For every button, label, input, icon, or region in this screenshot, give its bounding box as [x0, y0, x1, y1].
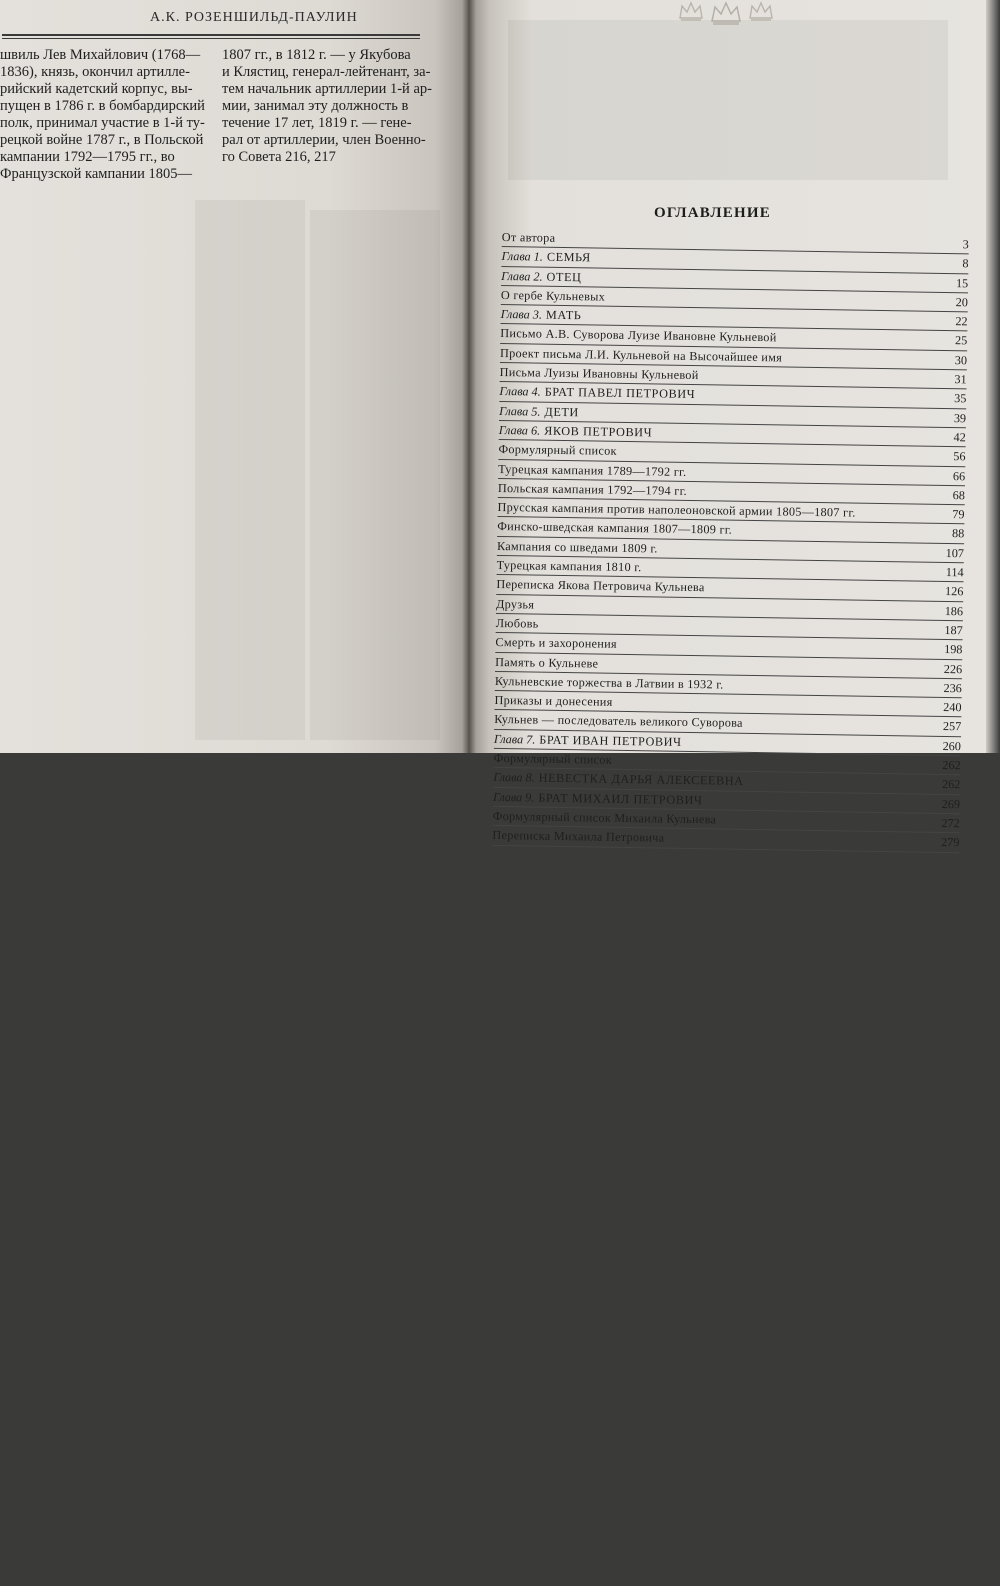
- toc-page-number: 257: [942, 719, 962, 734]
- show-through-texture: [310, 210, 440, 740]
- toc-entry-label: [494, 749, 613, 769]
- crown-icon: [748, 0, 774, 22]
- toc-entry-title: Кульнев — последователь великого Суворова: [494, 712, 743, 731]
- toc-entry-label: [497, 517, 732, 539]
- toc-entry-label: [499, 382, 695, 403]
- toc-entry-title: Приказы и донесения: [494, 693, 613, 709]
- toc-page-number: 260: [942, 738, 962, 753]
- text-line: Французской кампании 1805—: [0, 166, 193, 182]
- toc-page-number: 269: [941, 796, 961, 811]
- toc-page-number: 272: [941, 815, 960, 831]
- toc-entry-label: [502, 228, 556, 247]
- text-line: 1807 гг., в 1812 г. — у Якубова: [222, 47, 411, 63]
- toc-entry-label: [501, 286, 605, 306]
- toc-entry-title: Формулярный список Михаила Кульнева: [492, 808, 717, 827]
- text-line: течение 17 лет, 1819 г. — гене-: [222, 115, 412, 131]
- toc-entry-title: БРАТ ИВАН ПЕТРОВИЧ: [539, 732, 682, 749]
- toc-entry-label: [492, 826, 664, 847]
- toc-page-number: 15: [955, 275, 969, 290]
- chapter-prefix: Глава 5.: [499, 403, 541, 419]
- toc-entry-label: [496, 575, 704, 597]
- toc-entry-title: Кульневские торжества в Латвии в 1932 г.: [494, 673, 724, 692]
- toc-page-number: 42: [953, 430, 966, 445]
- toc-entry-label: [496, 614, 539, 633]
- toc-entry-title: Турецкая кампания 1789—1792 гг.: [498, 461, 687, 479]
- toc-page-number: 236: [943, 680, 962, 696]
- toc-entry-label: [498, 460, 686, 481]
- toc-entry-title: Формулярный список: [498, 442, 617, 459]
- toc-entry-title: Переписка Михаила Петровича: [492, 828, 665, 845]
- toc-entry-title: Финско-шведская кампания 1807—1809 гг.: [497, 519, 733, 538]
- toc-entry-label: [500, 363, 699, 384]
- toc-entry-title: СЕМЬЯ: [546, 250, 591, 265]
- left-page: [0, 0, 468, 753]
- toc-page-number: 114: [945, 565, 964, 580]
- toc-entry-title: Польская кампания 1792—1794 гг.: [497, 480, 688, 498]
- text-column-2: [222, 47, 432, 166]
- toc-page-number: 66: [952, 468, 966, 483]
- page-edge: [986, 0, 1000, 753]
- toc-page-number: 8: [962, 256, 969, 271]
- show-through-texture: [508, 20, 948, 180]
- text-line: и Клястиц, генерал-лейтенант, за-: [222, 64, 431, 80]
- toc-entry-title: Письмо А.В. Суворова Луизе Ивановне Кульневой: [500, 326, 777, 345]
- toc-entry-title: О гербе Кульневых: [500, 287, 606, 304]
- toc-page-number: 107: [945, 545, 965, 561]
- running-head: А.К. РОЗЕНШИЛЬД-ПАУЛИН: [150, 10, 358, 25]
- toc-entry-label: [498, 479, 687, 500]
- toc-page-number: 187: [944, 622, 963, 638]
- toc-page-number: 198: [944, 642, 963, 657]
- crown-ornament: [678, 0, 774, 26]
- book-gutter-shadow: [462, 0, 476, 753]
- toc-title: ОГЛАВЛЕНИЕ: [654, 205, 771, 221]
- toc-entry-title: Письма Луизы Ивановны Кульневой: [499, 365, 699, 383]
- toc-entry-title: Формулярный список: [493, 750, 613, 767]
- text-line: рийский кадетский корпус, вы-: [0, 81, 193, 97]
- toc-entry-title: Проект письма Л.И. Кульневой на Высочайшее имя: [499, 345, 783, 365]
- toc-entry-title: От автора: [501, 229, 556, 245]
- toc-page-number: 68: [952, 487, 965, 503]
- toc-page-number: 88: [951, 526, 965, 541]
- text-line: пущен в 1786 г. в бомбардирский: [0, 98, 205, 114]
- chapter-prefix: Глава 1.: [501, 249, 544, 264]
- toc-entry-label: [495, 672, 724, 694]
- toc-entry-label: [499, 402, 579, 422]
- text-line: рецкой войне 1787 г., в Польской: [0, 132, 204, 148]
- toc-page-number: 226: [943, 661, 963, 676]
- text-line: мии, занимал эту должность в: [222, 98, 409, 114]
- toc-entry-title: ОТЕЦ: [546, 269, 582, 284]
- toc-entry-label: [498, 440, 617, 460]
- toc-page-number: 39: [953, 410, 967, 425]
- toc-entry-title: Друзья: [495, 596, 535, 612]
- toc-page-number: 240: [943, 700, 962, 715]
- toc-entry-label: [494, 691, 612, 711]
- toc-entry-title: Любовь: [495, 615, 539, 631]
- text-column-1: [0, 47, 205, 183]
- toc-entry-title: БРАТ ПАВЕЛ ПЕТРОВИЧ: [544, 385, 696, 402]
- toc-page-number: 262: [941, 777, 961, 792]
- toc-page-number: 56: [953, 449, 966, 464]
- toc-page-number: 126: [944, 584, 964, 599]
- toc-page-number: 31: [954, 372, 967, 387]
- toc-entry-title: БРАТ МИХАИЛ ПЕТРОВИЧ: [538, 790, 703, 807]
- header-rule: [2, 34, 420, 36]
- toc-entry-title: Кампания со шведами 1809 г.: [496, 538, 658, 556]
- toc-entry-title: НЕВЕСТКА ДАРЬЯ АЛЕКСЕЕВНА: [538, 770, 744, 789]
- toc-entry-title: Память о Кульневе: [495, 654, 599, 671]
- toc-page-number: 3: [962, 237, 969, 252]
- toc-entry-title: Переписка Якова Петровича Кульнева: [496, 577, 705, 595]
- toc-entry-label: [497, 537, 658, 558]
- toc-entry-label: [495, 652, 598, 672]
- toc-entry-label: [501, 267, 582, 287]
- crown-icon: [710, 0, 742, 26]
- toc-entry-label: [496, 595, 534, 614]
- toc-entry-label: [493, 807, 717, 829]
- toc-entry-label: [501, 247, 591, 267]
- text-line: го Совета 216, 217: [222, 149, 336, 165]
- toc-entry-label: [494, 730, 682, 751]
- toc-page-number: 279: [941, 835, 960, 850]
- toc-entry-label: [494, 710, 743, 732]
- toc-entry-title: ЯКОВ ПЕТРОВИЧ: [544, 423, 653, 440]
- text-line: кампании 1792—1795 гг., во: [0, 149, 175, 165]
- toc-page-number: 262: [942, 757, 961, 773]
- text-line: рал от артиллерии, член Военно-: [222, 132, 426, 148]
- chapter-prefix: Глава 2.: [501, 268, 543, 284]
- chapter-prefix: Глава 9.: [492, 789, 535, 805]
- toc-entry-title: Турецкая кампания 1810 г.: [496, 558, 642, 575]
- toc-entry-title: Прусская кампания против наполеоновской армии 1805—1807 гг.: [497, 500, 856, 520]
- text-line: 1836), князь, окончил артилле-: [0, 64, 190, 80]
- toc-entry-label: [493, 788, 703, 810]
- chapter-prefix: Глава 3.: [500, 307, 543, 322]
- toc-entry-title: Смерть и захоронения: [495, 635, 617, 652]
- toc-page-number: 25: [954, 333, 968, 348]
- text-line: тем начальник артиллерии 1-й ар-: [222, 81, 432, 97]
- chapter-prefix: Глава 7.: [493, 731, 536, 747]
- toc-entry-title: МАТЬ: [545, 307, 582, 323]
- chapter-prefix: Глава 8.: [493, 770, 535, 785]
- toc-entry-label: [499, 421, 653, 442]
- toc-entry-title: ДЕТИ: [544, 404, 579, 419]
- toc-page-number: 35: [954, 391, 967, 406]
- toc-entry-label: [501, 305, 582, 325]
- chapter-prefix: Глава 6.: [498, 422, 541, 438]
- toc-entry-label: [497, 556, 642, 577]
- header-rule-thin: [2, 38, 420, 39]
- toc-page-number: 79: [952, 507, 965, 522]
- toc-page-number: 186: [944, 603, 964, 618]
- toc-entry-label: [495, 633, 617, 653]
- show-through-texture: [195, 200, 305, 740]
- table-of-contents: [492, 228, 969, 853]
- crown-icon: [678, 0, 704, 22]
- toc-page-number: 20: [955, 295, 969, 310]
- text-line: швиль Лев Михайлович (1768—: [0, 47, 201, 63]
- toc-page-number: 22: [955, 314, 968, 329]
- text-line: полк, принимал участие в 1-й ту-: [0, 115, 205, 131]
- chapter-prefix: Глава 4.: [499, 384, 541, 400]
- toc-entry-label: [493, 768, 743, 790]
- toc-page-number: 30: [954, 352, 968, 368]
